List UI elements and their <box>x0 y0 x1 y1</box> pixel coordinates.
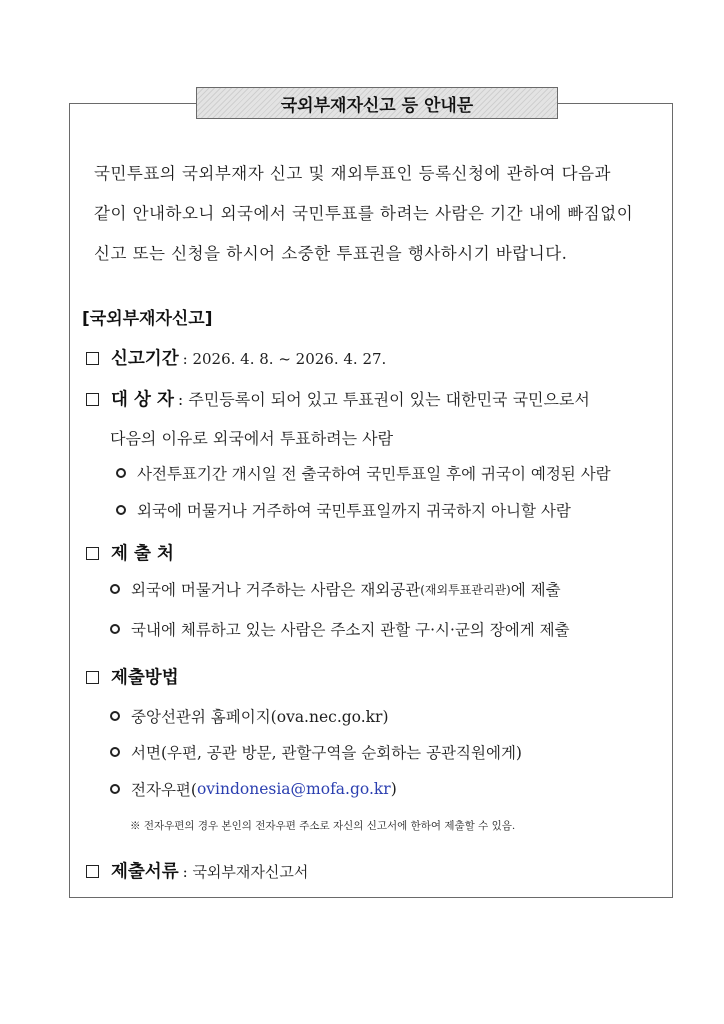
period-row <box>86 345 386 370</box>
method-bullet-1 <box>110 705 389 727</box>
period-value: : 2026. 4. 8. ~ 2026. 4. 27. <box>182 350 387 368</box>
submit-to-bullet-1-post: 에 제출 <box>510 581 561 599</box>
submit-to-bullet-1-pre: 외국에 머물거나 거주하는 사람은 재외공관 <box>131 581 421 599</box>
circle-bullet-icon <box>110 784 120 794</box>
target-bullet-2-text: 외국에 머물거나 거주하여 국민투표일까지 귀국하지 아니할 사람 <box>137 502 571 520</box>
target-bullet-2 <box>116 499 571 521</box>
checkbox-square-icon <box>86 352 99 365</box>
target-row <box>86 386 590 411</box>
submit-to-label: 제 출 처 <box>111 544 174 564</box>
period-label: 신고기간 <box>111 349 179 369</box>
checkbox-square-icon <box>86 865 99 878</box>
circle-bullet-icon <box>110 711 120 721</box>
notice-title-text: 국외부재자신고 등 안내문 <box>280 95 474 116</box>
method-bullet-email <box>110 778 397 800</box>
target-continuation: 다음의 이유로 외국에서 투표하려는 사람 <box>110 429 394 448</box>
checkbox-square-icon <box>86 547 99 560</box>
circle-bullet-icon <box>110 747 120 757</box>
documents-label: 제출서류 <box>111 862 179 882</box>
method-bullet-1-text: 중앙선관위 홈페이지(ova.nec.go.kr) <box>131 708 389 726</box>
target-label: 대 상 자 <box>111 390 174 410</box>
submit-to-bullet-1-small: (재외투표관리관) <box>420 582 511 597</box>
method-bullet-2-text: 서면(우편, 공관 방문, 관할구역을 순회하는 공관직원에게) <box>131 744 522 762</box>
intro-line-3: 신고 또는 신청을 하시어 소중한 투표권을 행사하시기 바랍니다. <box>94 244 568 263</box>
submit-to-row <box>86 540 174 565</box>
email-link[interactable]: ovindonesia@mofa.go.kr <box>196 780 391 798</box>
target-bullet-1 <box>116 462 611 484</box>
notice-title <box>196 87 558 119</box>
target-bullet-1-text: 사전투표기간 개시일 전 출국하여 국민투표일 후에 귀국이 예정된 사람 <box>137 465 611 483</box>
circle-bullet-icon <box>110 624 120 634</box>
target-value: : 주민등록이 되어 있고 투표권이 있는 대한민국 국민으로서 <box>177 390 590 409</box>
circle-bullet-icon <box>110 584 120 594</box>
checkbox-square-icon <box>86 671 99 684</box>
submit-to-bullet-1 <box>110 578 561 600</box>
submit-to-bullet-2-text: 국내에 체류하고 있는 사람은 주소지 관할 구·시·군의 장에게 제출 <box>131 621 570 639</box>
submit-to-bullet-2 <box>110 618 570 640</box>
intro-line-1: 국민투표의 국외부재자 신고 및 재외투표인 등록신청에 관하여 다음과 <box>94 164 611 183</box>
email-note: ※ 전자우편의 경우 본인의 전자우편 주소로 자신의 신고서에 한하여 제출할 수 있음. <box>130 820 516 832</box>
method-label: 제출방법 <box>111 668 179 688</box>
method-bullet-2 <box>110 741 522 763</box>
documents-value: : 국외부재자신고서 <box>182 863 309 881</box>
checkbox-square-icon <box>86 393 99 406</box>
email-pre: 전자우편( <box>131 781 197 799</box>
intro-line-2: 같이 안내하오니 외국에서 국민투표를 하려는 사람은 기간 내에 빠짐없이 <box>94 204 634 223</box>
email-post: ) <box>390 780 397 798</box>
section-title: [국외부재자신고] <box>82 309 213 329</box>
circle-bullet-icon <box>116 505 126 515</box>
circle-bullet-icon <box>116 468 126 478</box>
method-row <box>86 664 179 689</box>
documents-row <box>86 858 308 883</box>
